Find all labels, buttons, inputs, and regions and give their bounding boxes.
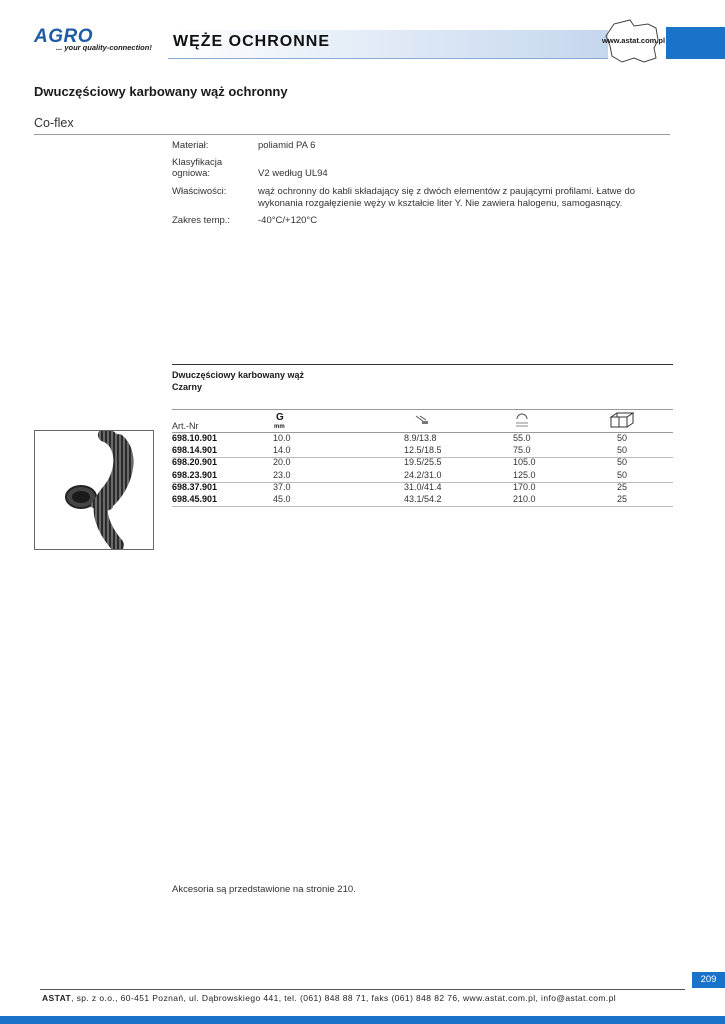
logo-tagline: ... your quality-connection! [56,43,152,52]
property-label-temp: Zakres temp.: [172,215,231,226]
table-row-divider [172,506,673,507]
table-cell-diameter: 12.5/18.5 [404,445,442,456]
table-cell-pack: 25 [617,481,628,492]
table-cell-size: 23.0 [273,469,291,480]
website-link[interactable]: www.astat.com.pl [602,36,666,45]
brand-logo [34,26,158,58]
column-header-art: Art.-Nr [172,421,199,431]
table-cell-size: 37.0 [273,481,291,492]
footer-company: ASTAT [42,993,72,1003]
table-cell-diameter: 31.0/41.4 [404,481,442,492]
table-cell-art: 698.23.901 [172,469,218,480]
package-icon [609,411,635,434]
accessories-note: Akcesoria są przedstawione na stronie 210. [172,884,356,895]
product-subtitle: Co-flex [34,116,74,130]
property-label-fire-class: Klasyfikacja ogniowa: [172,157,223,179]
table-cell-pack: 25 [617,494,628,504]
header-divider [168,58,608,59]
table-cell-radius: 210.0 [513,494,536,504]
header-accent-block [666,27,725,59]
property-label-features: Właściwości: [172,186,227,197]
logo-text: AGRO [34,26,93,47]
table-top-rule [172,364,673,365]
table-title-line1: Dwuczęściowy karbowany wąż [172,370,305,380]
table-cell-radius: 125.0 [513,469,536,480]
table-cell-radius: 170.0 [513,481,536,492]
table-cell-size: 14.0 [273,445,291,456]
table-header-rule [172,409,673,410]
property-value-material: poliamid PA 6 [258,140,316,151]
table-title [172,369,304,393]
table-cell-art: 698.14.901 [172,445,218,456]
table-title-line2: Czarny [172,382,203,392]
footer-address [42,993,616,1003]
diameter-icon [414,412,430,433]
table-cell-size: 20.0 [273,457,291,468]
footer-address-text: , sp. z o.o., 60-451 Poznań, ul. Dąbrowskiego 441, tel. (061) 848 88 71, faks (061) 848 82 76, www.astat.com.pl, info@astat.com.pl [71,993,617,1003]
product-title: Dwuczęściowy karbowany wąż ochronny [34,84,288,99]
table-cell-pack: 50 [617,457,628,468]
table-cell-size: 10.0 [273,433,291,443]
property-value-features: wąż ochronny do kabli składający się z dwóch elementów z paującymi profilami. Łatwe do wykonania rozgałęzienie węży w kształcie liter Y. Nie zawiera halogenu, samogasnący. [258,186,636,209]
table-cell-art: 698.37.901 [172,481,218,492]
page-number: 209 [692,972,725,988]
table-cell-radius: 105.0 [513,457,536,468]
bend-radius-icon [513,411,531,434]
table-cell-art: 698.20.901 [172,457,218,468]
footer-divider [40,989,685,990]
table-cell-radius: 55.0 [513,433,531,443]
property-value-fire-class: V2 według UL94 [258,168,328,179]
table-cell-radius: 75.0 [513,445,531,456]
section-title: WĘŻE OCHRONNE [173,33,330,50]
table-cell-diameter: 43.1/54.2 [404,494,442,504]
footer-bar [0,1016,725,1024]
hose-size-icon: G [276,412,284,423]
table-cell-pack: 50 [617,445,628,456]
table-cell-art: 698.45.901 [172,494,218,504]
subtitle-divider [34,134,670,135]
corrugated-hose-photo [34,430,154,550]
table-cell-pack: 50 [617,433,628,443]
table-cell-diameter: 19.5/25.5 [404,457,442,468]
table-cell-pack: 50 [617,469,628,480]
property-value-temp: -40°C/+120°C [258,215,318,226]
table-cell-art: 698.10.901 [172,433,218,443]
property-label-material: Materiał: [172,140,209,151]
table-cell-size: 45.0 [273,494,291,504]
table-cell-diameter: 24.2/31.0 [404,469,442,480]
table-cell-diameter: 8.9/13.8 [404,433,437,443]
size-unit-label: mm [274,424,285,430]
